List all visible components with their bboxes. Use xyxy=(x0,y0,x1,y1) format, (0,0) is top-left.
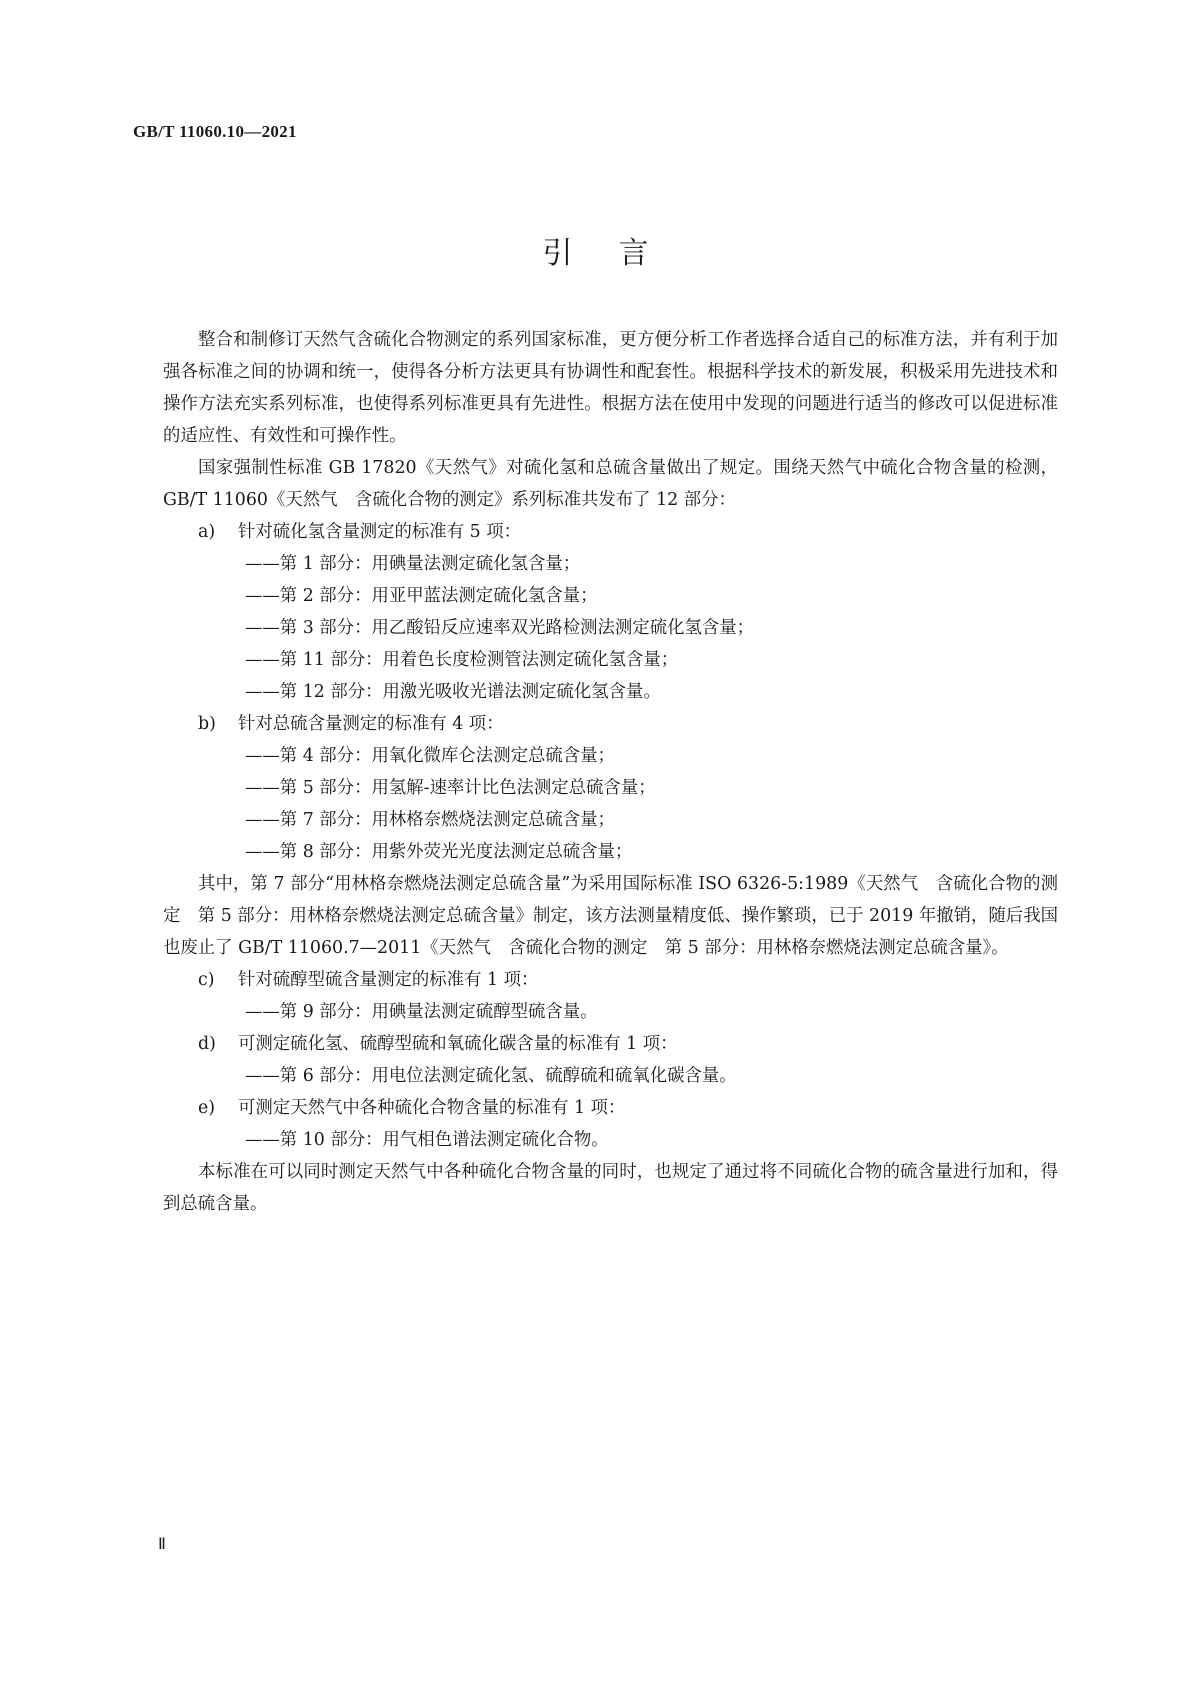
document-body xyxy=(163,324,1058,1220)
sub-item: ——第 9 部分：用碘量法测定硫醇型硫含量。 xyxy=(245,1002,598,1022)
sub-item: ——第 11 部分：用着色长度检测管法测定硫化氢含量； xyxy=(245,650,679,670)
list-text: 可测定天然气中各种硫化合物含量的标准有 1 项： xyxy=(238,1098,626,1118)
sub-item: ——第 7 部分：用林格奈燃烧法测定总硫含量； xyxy=(245,810,615,830)
list-label: d) xyxy=(198,1034,216,1054)
sub-item: ——第 8 部分：用紫外荧光光度法测定总硫含量； xyxy=(245,842,633,862)
list-item-a xyxy=(163,516,1058,548)
list-item-c xyxy=(163,964,1058,996)
sub-item: ——第 10 部分：用气相色谱法测定硫化合物。 xyxy=(245,1130,609,1150)
list-text: 针对硫化氢含量测定的标准有 5 项： xyxy=(238,522,521,542)
list-text: 可测定硫化氢、硫醇型硫和氧硫化碳含量的标准有 1 项： xyxy=(238,1034,678,1054)
list-text: 针对总硫含量测定的标准有 4 项： xyxy=(238,714,504,734)
list-label: c) xyxy=(198,970,215,990)
paragraph-series: 国家强制性标准 GB 17820《天然气》对硫化氢和总硫含量做出了规定。围绕天然气中硫化合物含量的检测，GB/T 11060《天然气 含硫化合物的测定》系列标准共发布了 12 部分： xyxy=(163,458,1058,510)
paragraph-intro: 整合和制修订天然气含硫化合物测定的系列国家标准，更方便分析工作者选择合适自己的标准方法，并有利于加强各标准之间的协调和统一，使得各分析方法更具有协调性和配套性。根据科学技术的新发展，积极采用先进技术和操作方法充实系列标准，也使得系列标准更具有先进性。根据方法在使用中发现的问题进行适当的修改可以促进标准的适应性、有效性和可操作性。 xyxy=(163,330,1058,446)
sub-item: ——第 3 部分：用乙酸铅反应速率双光路检测法测定硫化氢含量； xyxy=(245,618,755,638)
list-label: b) xyxy=(198,714,216,734)
sub-item: ——第 5 部分：用氢解-速率计比色法测定总硫含量； xyxy=(245,778,656,798)
sub-item: ——第 12 部分：用激光吸收光谱法测定硫化氢含量。 xyxy=(245,682,661,702)
standard-code: GB/T 11060.10—2021 xyxy=(133,122,297,141)
paragraph-note: 其中，第 7 部分“用林格奈燃烧法测定总硫含量”为采用国际标准 ISO 6326-5:1989《天然气 含硫化合物的测定 第 5 部分：用林格奈燃烧法测定总硫含量》制定，该方法测量精度低、操作繁琐，已于 2019 年撤销，随后我国也废止了 GB/T 11060.7—2011《天然气 含硫化合物的测定 第 5 部分：用林格奈燃烧法测定总硫含量》。 xyxy=(163,874,1058,958)
list-label: e) xyxy=(198,1098,216,1118)
list-item-d xyxy=(163,1028,1058,1060)
sub-item: ——第 6 部分：用电位法测定硫化氢、硫醇硫和硫氧化碳含量。 xyxy=(245,1066,737,1086)
sub-item: ——第 1 部分：用碘量法测定硫化氢含量； xyxy=(245,554,581,574)
list-text: 针对硫醇型硫含量测定的标准有 1 项： xyxy=(238,970,539,990)
paragraph-conclusion: 本标准在可以同时测定天然气中各种硫化合物含量的同时，也规定了通过将不同硫化合物的硫含量进行加和，得到总硫含量。 xyxy=(163,1162,1058,1214)
list-item-e xyxy=(163,1092,1058,1124)
sub-item: ——第 4 部分：用氧化微库仑法测定总硫含量； xyxy=(245,746,615,766)
sub-item: ——第 2 部分：用亚甲蓝法测定硫化氢含量； xyxy=(245,586,598,606)
page-title: 引言 xyxy=(542,236,695,271)
list-label: a) xyxy=(198,522,216,542)
list-item-b xyxy=(163,708,1058,740)
page-number: Ⅱ xyxy=(158,1536,166,1553)
